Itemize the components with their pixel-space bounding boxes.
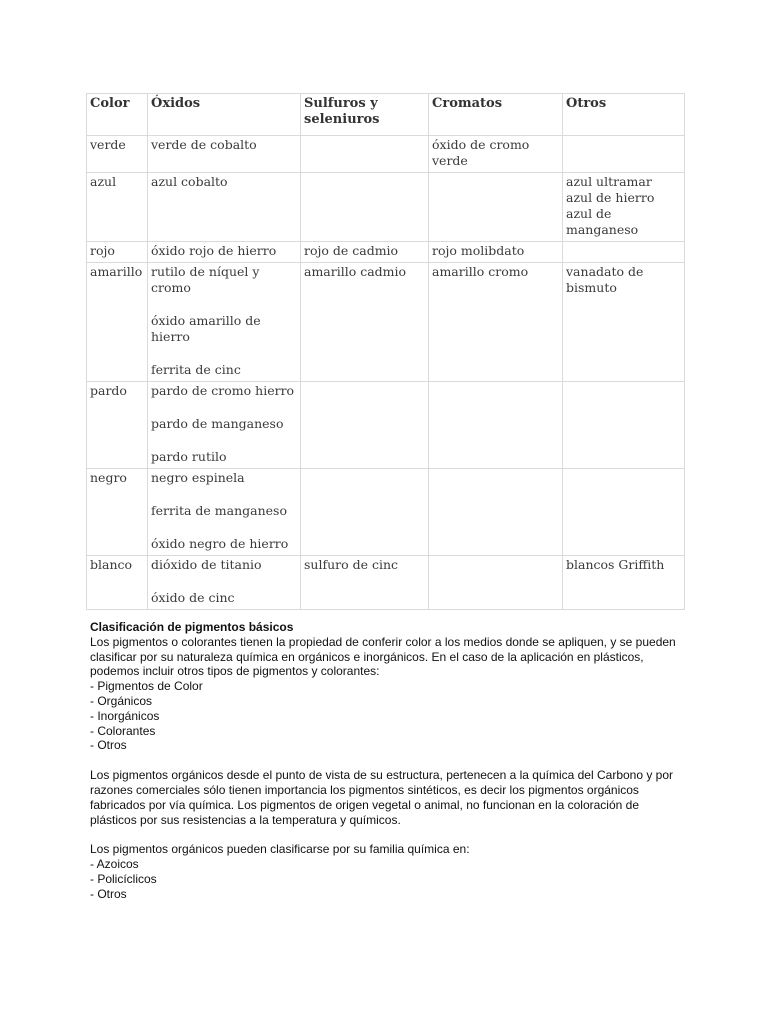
cell-line: pardo de manganeso bbox=[151, 416, 284, 431]
table-row bbox=[87, 469, 685, 556]
section-heading: Clasificación de pigmentos básicos bbox=[90, 620, 294, 634]
table-cell-color bbox=[87, 136, 148, 173]
table-cell-otros bbox=[563, 469, 685, 556]
table-cell-sulfuros bbox=[301, 242, 429, 263]
cell-line: azul ultramar azul de hierro azul de manganeso bbox=[566, 174, 655, 237]
cell-line: azul bbox=[90, 174, 117, 189]
table-cell-otros bbox=[563, 242, 685, 263]
cell-line: azul cobalto bbox=[151, 174, 228, 189]
table-cell-cromatos bbox=[429, 173, 563, 242]
cell-line: óxido amarillo de hierro bbox=[151, 313, 261, 344]
cell-line: rojo molibdato bbox=[432, 243, 525, 258]
header-sulfuros: Sulfuros y seleniuros bbox=[301, 94, 429, 136]
table-cell-sulfuros bbox=[301, 173, 429, 242]
cell-line: amarillo cadmio bbox=[304, 264, 407, 279]
table-cell-color bbox=[87, 556, 148, 610]
cell-line: rojo bbox=[90, 243, 115, 258]
table-cell-otros bbox=[563, 263, 685, 382]
table-cell-cromatos bbox=[429, 263, 563, 382]
table-body bbox=[87, 136, 685, 610]
table-cell-sulfuros bbox=[301, 382, 429, 469]
list-item: - Inorgánicos bbox=[90, 708, 160, 723]
table-row bbox=[87, 173, 685, 242]
list-item: - Otros bbox=[90, 886, 127, 901]
cell-line: rojo de cadmio bbox=[304, 243, 399, 258]
list-item: - Otros bbox=[90, 738, 127, 753]
list-item: - Colorantes bbox=[90, 723, 156, 738]
cell-line: óxido de cinc bbox=[151, 590, 235, 605]
cell-line: amarillo bbox=[90, 264, 143, 279]
table-cell-color bbox=[87, 382, 148, 469]
cell-line: rutilo de níquel y cromo bbox=[151, 264, 260, 295]
cell-line: amarillo cromo bbox=[432, 264, 529, 279]
cell-line: negro bbox=[90, 470, 127, 485]
header-color: Color bbox=[87, 94, 148, 136]
table-cell-sulfuros bbox=[301, 136, 429, 173]
table-cell-oxidos bbox=[148, 173, 301, 242]
header-cromatos: Cromatos bbox=[429, 94, 563, 136]
table-row bbox=[87, 382, 685, 469]
table-cell-oxidos bbox=[148, 136, 301, 173]
table-row bbox=[87, 263, 685, 382]
table-cell-oxidos bbox=[148, 556, 301, 610]
table-cell-color bbox=[87, 263, 148, 382]
paragraph-2: Los pigmentos orgánicos desde el punto de vista de su estructura, pertenecen a la química del Carbono y por razones comerciales sólo tienen importancia los pigmentos sintéticos, es decir los pigmentos orgánicos fabricados por vía química. Los pigmentos de origen vegetal o animal, no funcionan en la coloración de plásticos por sus resistencias a la temperatura y químicos. bbox=[90, 768, 674, 827]
table-row bbox=[87, 556, 685, 610]
table-cell-cromatos bbox=[429, 556, 563, 610]
cell-line: vanadato de bismuto bbox=[566, 264, 644, 295]
list-item: - Azoicos bbox=[90, 857, 139, 872]
cell-line: ferrita de cinc bbox=[151, 362, 241, 377]
table-cell-cromatos bbox=[429, 242, 563, 263]
table-cell-cromatos bbox=[429, 382, 563, 469]
table-header-row bbox=[87, 94, 685, 136]
header-oxidos: Óxidos bbox=[148, 94, 301, 136]
cell-line: óxido negro de hierro bbox=[151, 536, 289, 551]
article-body bbox=[90, 620, 680, 902]
table-cell-otros bbox=[563, 556, 685, 610]
table-row bbox=[87, 136, 685, 173]
table-cell-otros bbox=[563, 382, 685, 469]
cell-line: sulfuro de cinc bbox=[304, 557, 399, 572]
table-cell-sulfuros bbox=[301, 469, 429, 556]
table-cell-otros bbox=[563, 136, 685, 173]
paragraph-1: Los pigmentos o colorantes tienen la propiedad de conferir color a los medios donde se apliquen, y se pueden clasificar por su naturaleza química en orgánicos e inorgánicos. En el caso de la aplicación en plásticos, podemos incluir otros tipos de pigmentos y colorantes: bbox=[90, 634, 676, 679]
table-cell-otros bbox=[563, 173, 685, 242]
table-cell-color bbox=[87, 242, 148, 263]
cell-line: negro espinela bbox=[151, 470, 245, 485]
cell-line: verde de cobalto bbox=[151, 137, 257, 152]
list-item: - Policíclicos bbox=[90, 871, 157, 886]
table-cell-oxidos bbox=[148, 263, 301, 382]
paragraph-3: Los pigmentos orgánicos pueden clasificarse por su familia química en: bbox=[90, 842, 470, 857]
table-cell-cromatos bbox=[429, 469, 563, 556]
pigment-table bbox=[86, 93, 685, 610]
cell-line: pardo rutilo bbox=[151, 449, 227, 464]
list-item: - Pigmentos de Color bbox=[90, 679, 203, 694]
cell-line: ferrita de manganeso bbox=[151, 503, 287, 518]
table-cell-color bbox=[87, 173, 148, 242]
cell-line: pardo de cromo hierro bbox=[151, 383, 295, 398]
pigment-types-list bbox=[90, 679, 680, 753]
cell-line: blanco bbox=[90, 557, 133, 572]
cell-line: verde bbox=[90, 137, 126, 152]
table-cell-sulfuros bbox=[301, 556, 429, 610]
table-cell-cromatos bbox=[429, 136, 563, 173]
table-cell-sulfuros bbox=[301, 263, 429, 382]
table-cell-oxidos bbox=[148, 242, 301, 263]
cell-line: blancos Griffith bbox=[566, 557, 665, 572]
cell-line: pardo bbox=[90, 383, 127, 398]
list-item: - Orgánicos bbox=[90, 693, 153, 708]
cell-line: óxido rojo de hierro bbox=[151, 243, 277, 258]
cell-line: óxido de cromo verde bbox=[432, 137, 530, 168]
cell-line: dióxido de titanio bbox=[151, 557, 262, 572]
header-otros: Otros bbox=[563, 94, 685, 136]
table-row bbox=[87, 242, 685, 263]
table-cell-oxidos bbox=[148, 382, 301, 469]
table-cell-color bbox=[87, 469, 148, 556]
table-cell-oxidos bbox=[148, 469, 301, 556]
chemical-family-list bbox=[90, 857, 680, 901]
